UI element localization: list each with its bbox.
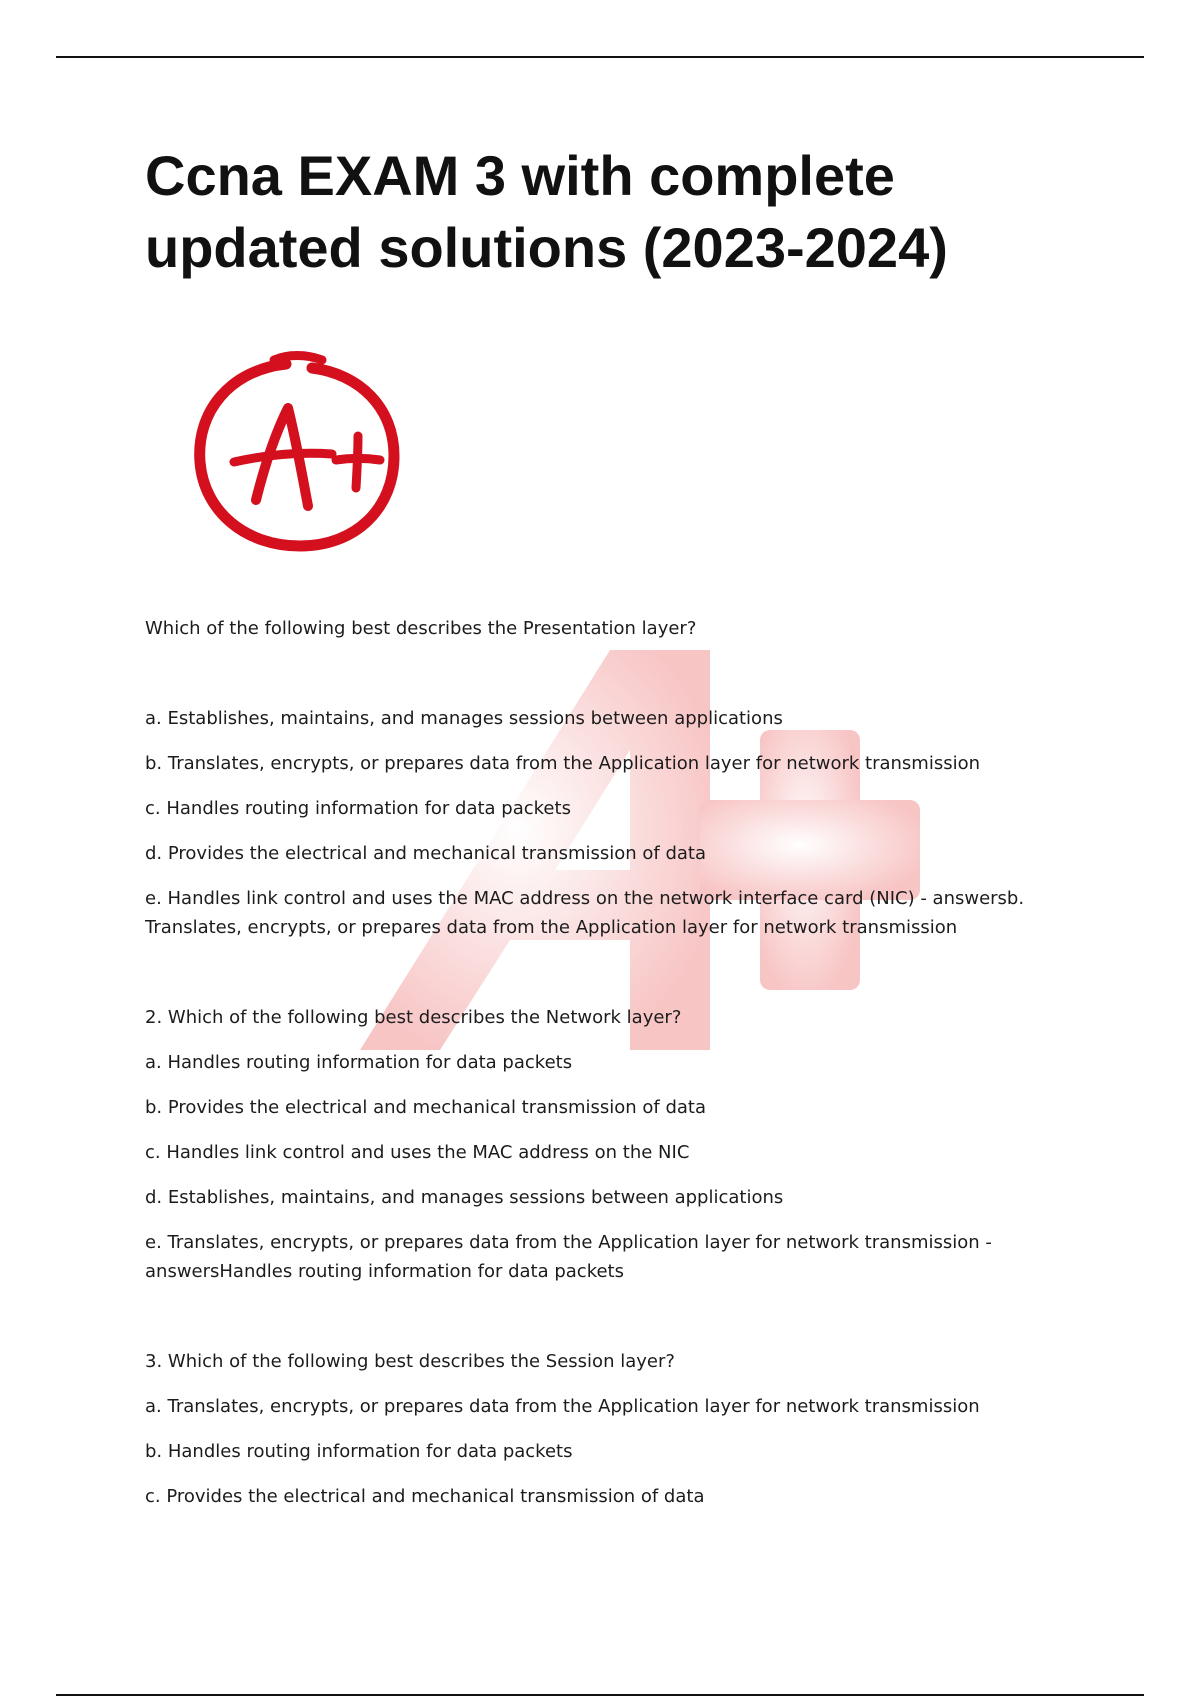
answer-option: a. Establishes, maintains, and manages sessions between applications (145, 708, 783, 729)
a-plus-grade-icon (190, 350, 410, 560)
bottom-rule (56, 1694, 1144, 1696)
answer-option: c. Provides the electrical and mechanical transmission of data (145, 1486, 705, 1507)
answer-option: d. Establishes, maintains, and manages sessions between applications (145, 1187, 784, 1208)
question-text: 3. Which of the following best describes the Session layer? (145, 1351, 675, 1372)
answer-option-with-solution: e. Translates, encrypts, or prepares data from the Application layer for network transmission - answersHandles routing information for data packets (145, 1232, 992, 1282)
answer-option: c. Handles link control and uses the MAC address on the NIC (145, 1142, 690, 1163)
question-text: Which of the following best describes the Presentation layer? (145, 618, 697, 639)
document-title: Ccna EXAM 3 with complete updated solutions (2023-2024) (145, 144, 948, 279)
answer-option: b. Translates, encrypts, or prepares data from the Application layer for network transmission (145, 753, 981, 774)
answer-option: c. Handles routing information for data packets (145, 798, 571, 819)
answer-option: a. Handles routing information for data packets (145, 1052, 573, 1073)
top-rule (56, 56, 1144, 58)
answer-option: b. Handles routing information for data packets (145, 1441, 573, 1462)
answer-option: d. Provides the electrical and mechanical transmission of data (145, 843, 707, 864)
question-text: 2. Which of the following best describes the Network layer? (145, 1007, 682, 1028)
answer-option: b. Provides the electrical and mechanical transmission of data (145, 1097, 707, 1118)
questions-body (145, 614, 1075, 1527)
answer-option: a. Translates, encrypts, or prepares data from the Application layer for network transmission (145, 1396, 980, 1417)
answer-option-with-solution: e. Handles link control and uses the MAC address on the network interface card (NIC) - answersb. Translates, encrypts, or prepares data from the Application layer for network transmission (145, 888, 1025, 938)
